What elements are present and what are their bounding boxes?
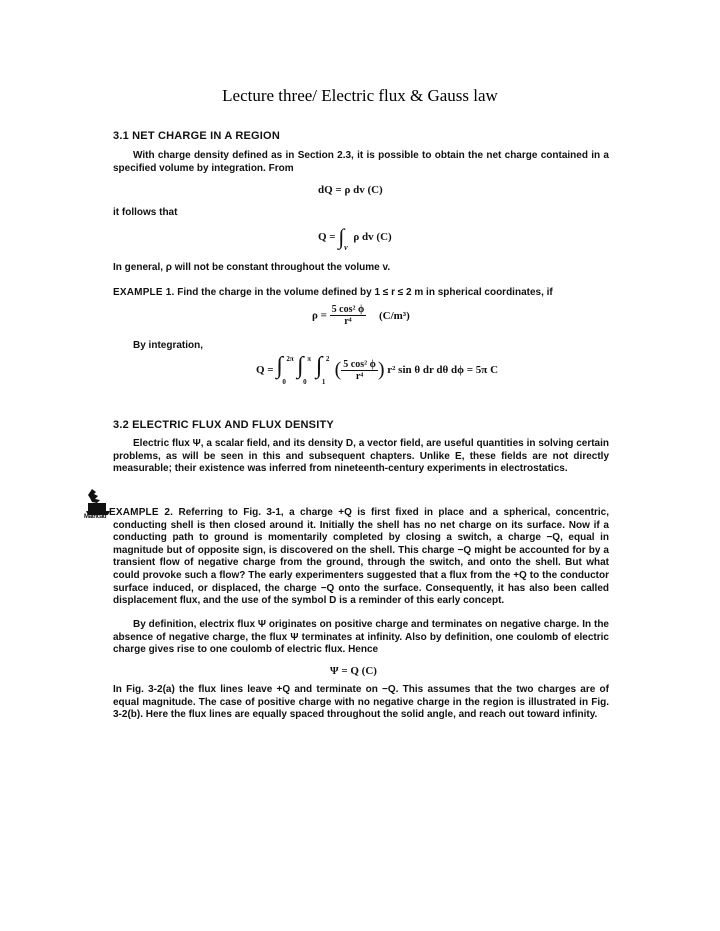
mathcad-icon-label: Mathcad xyxy=(84,514,107,520)
equation-dq: dQ = ρ dv (C) xyxy=(318,184,383,196)
rho-denominator: r⁴ xyxy=(344,316,352,327)
int3-lower: 1 xyxy=(321,378,326,386)
general-text: In general, ρ will not be constant throughout the volume v. xyxy=(113,262,391,273)
intro-text: With charge density defined as in Section 2.3, it is possible to obtain the net charge contained in a specified volume by integration. From xyxy=(113,150,609,174)
eq2-lhs: Q = xyxy=(318,231,339,243)
equation-q-triple-integral: Q = ∫ 2π 0 ∫ π 0 ∫ 2 1 ( $\frac{\text{5 cos² ϕ}}{\text{r⁴}}$ ) r² sin θ dr dθ dϕ = 5π C xyxy=(256,353,499,386)
definition-paragraph: By definition, electrix flux Ψ originates on positive charge and terminates on negative charge. In the absence of negative charge, the flux Ψ terminates at infinity. Also by definition, one coulomb of electric charge gives rise to one coulomb of electric flux. Hence xyxy=(113,619,609,656)
rho-unit: (C/m³) xyxy=(378,309,410,322)
fig-paragraph: In Fig. 3-2(a) the flux lines leave +Q and terminate on −Q. This assumes that the two charges are of equal magnitude. The case of positive charge with no negative charge in the region is illustrated in Fig. 3-2(b). Here the flux lines are equally spaced throughout the solid angle, and reach out toward infinity. xyxy=(113,684,609,721)
example-1 xyxy=(113,287,609,300)
section-heading-3-1: 3.1 NET CHARGE IN A REGION xyxy=(113,130,280,142)
equation-psi: Ψ = Q (C) xyxy=(330,665,377,677)
rho-numerator: 5 cos² ϕ xyxy=(331,304,365,315)
int2-lower: 0 xyxy=(303,378,307,386)
equation-q-integral xyxy=(318,224,392,256)
q-tail: r² sin θ dr dθ dϕ = 5π C xyxy=(387,364,499,376)
q-fraction xyxy=(341,359,378,382)
follows-text: it follows that xyxy=(113,207,178,218)
flux-paragraph: Electric flux Ψ, a scalar field, and its density D, a vector field, are useful quantities in solving certain problems, as will be seen in this and subsequent chapters. Unlike E, these fields are not directly measurable; their existence was inferred from nineteenth-century experiments in electrostatics. xyxy=(113,438,609,475)
integral-sign: ∫ xyxy=(338,224,345,249)
example-1-label: EXAMPLE 1. xyxy=(113,287,175,298)
int2-upper: π xyxy=(307,355,311,363)
integral-2: ∫ π 0 xyxy=(297,353,311,386)
section-heading-3-2: 3.2 ELECTRIC FLUX AND FLUX DENSITY xyxy=(113,419,334,431)
q-lhs: Q = xyxy=(256,364,277,376)
integral-3: ∫ 2 1 xyxy=(315,353,330,386)
int3-upper: 2 xyxy=(325,355,330,363)
by-integration-text: By integration, xyxy=(133,340,204,351)
q-numerator: 5 cos² ϕ xyxy=(343,358,376,370)
eq2-rhs: ρ dv (C) xyxy=(353,231,392,243)
example-2 xyxy=(109,507,609,608)
rho-lhs: ρ = xyxy=(312,309,330,322)
intro-paragraph xyxy=(113,150,609,175)
equation-rho xyxy=(312,304,410,330)
example-2-label: EXAMPLE 2. xyxy=(109,507,174,518)
integral-subscript: v xyxy=(344,242,348,252)
page-title: Lecture three/ Electric flux & Gauss law xyxy=(222,86,498,105)
rho-fraction xyxy=(330,304,367,327)
example-2-text: Referring to Fig. 3-1, a charge +Q is first fixed in place and a spherical, concentric, conducting shell is then closed around it. Initially the shell has no net charge on its surface. Now if a conducting path to ground is momentarily completed by closing a switch, a charge −Q, equal in magnitude but of opposite sign, is discovered on the shell. This charge −Q might be accounted for by a transient flow of negative charge from the ground, through the switch, and onto the shell. But what could provoke such a flow? The early experimenters suggested that a flux from the +Q to the conductor surface induced, or displaced, the charge −Q onto the surface. Consequently, it has also been called displacement flux, and the use of the symbol D is a reminder of this early concept. xyxy=(113,507,609,607)
int1-lower: 0 xyxy=(282,378,286,386)
int1-upper: 2π xyxy=(286,355,294,363)
integral-1: ∫ 2π 0 xyxy=(276,353,294,386)
q-denominator: r⁴ xyxy=(355,370,364,382)
example-1-text: Find the charge in the volume defined by 1 ≤ r ≤ 2 m in spherical coordinates, if xyxy=(177,287,553,298)
